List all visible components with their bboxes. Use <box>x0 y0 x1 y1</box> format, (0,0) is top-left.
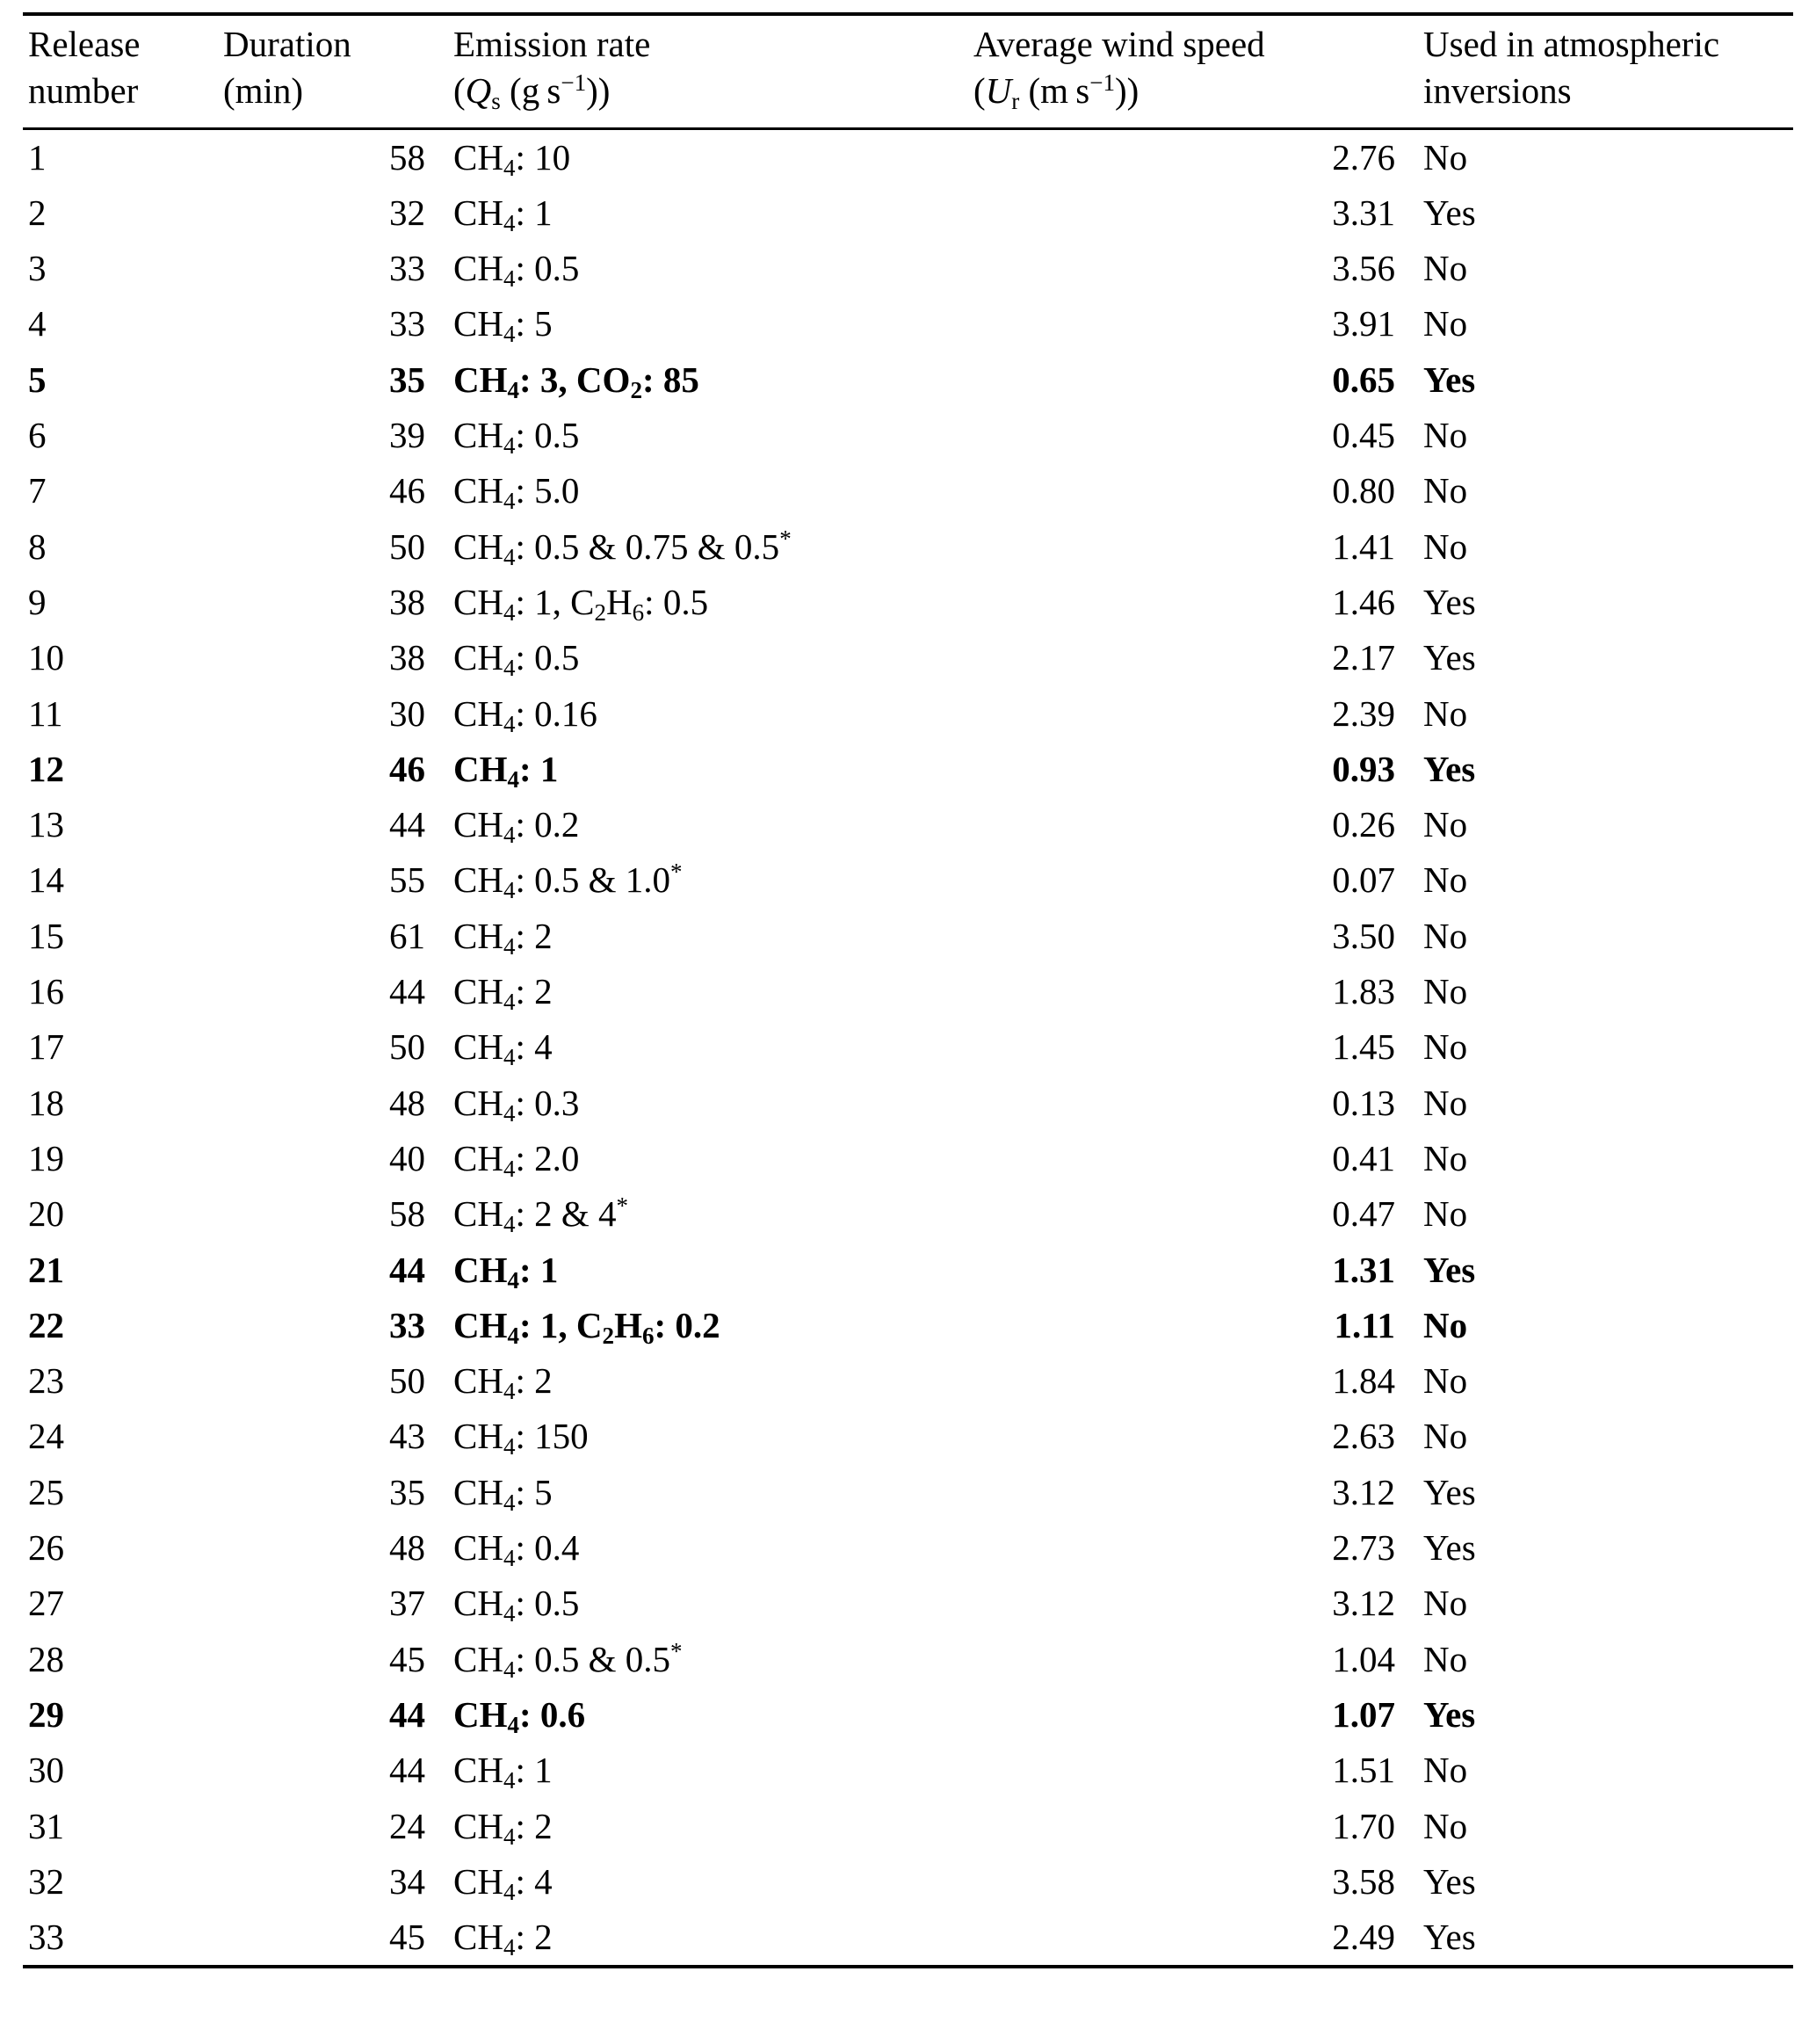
cell-release-number: 4 <box>28 303 47 344</box>
table-row <box>23 1243 1793 1298</box>
cell-release-number: 26 <box>28 1527 64 1569</box>
cell-used-in-inversions: No <box>1423 470 1468 511</box>
column-header-used-line1: Used in atmospheric <box>1423 24 1720 64</box>
cell-emission-rate: $CH_4$: 0.5 & 1.0* <box>453 859 683 904</box>
cell-emission-rate: $CH_4$: 2 <box>453 1805 553 1850</box>
table-row <box>23 1076 1793 1131</box>
cell-emission-rate: $CH_4$: 0.4 <box>453 1527 580 1572</box>
table-row <box>23 1409 1793 1464</box>
column-header-duration-line1: Duration <box>223 24 351 64</box>
cell-release-number: 8 <box>28 525 47 567</box>
cell-average-wind-speed: 1.83 <box>1332 971 1395 1012</box>
cell-used-in-inversions: No <box>1423 136 1468 178</box>
table-row <box>23 964 1793 1019</box>
cell-used-in-inversions: No <box>1423 415 1468 456</box>
table-row <box>23 185 1793 241</box>
cell-used-in-inversions: No <box>1423 1638 1468 1679</box>
column-header-release-line1: Release <box>28 24 141 64</box>
cell-emission-rate: $CH_4$: 0.6 <box>453 1693 586 1738</box>
cell-average-wind-speed: 0.26 <box>1332 804 1395 845</box>
cell-emission-rate: $CH_4$: 4 <box>453 1860 553 1905</box>
cell-release-number: 20 <box>28 1193 64 1235</box>
cell-used-in-inversions: No <box>1423 1137 1468 1178</box>
cell-duration: 50 <box>389 1026 425 1068</box>
cell-average-wind-speed: 1.41 <box>1332 525 1395 567</box>
cell-used-in-inversions: Yes <box>1423 359 1476 400</box>
cell-duration: 30 <box>389 692 425 734</box>
column-header-wind-line1: Average wind speed <box>973 24 1265 64</box>
cell-duration: 35 <box>389 359 425 400</box>
cell-emission-rate: $CH_4$: 5 <box>453 303 553 348</box>
cell-duration: 33 <box>389 248 425 289</box>
cell-release-number: 32 <box>28 1860 64 1902</box>
cell-emission-rate: $CH_4$: 0.5 <box>453 248 580 293</box>
cell-emission-rate: $CH_4$: 3, $CO_2$: 85 <box>453 359 699 403</box>
cell-used-in-inversions: No <box>1423 1193 1468 1235</box>
cell-duration: 45 <box>389 1638 425 1679</box>
cell-average-wind-speed: 3.50 <box>1332 915 1395 956</box>
cell-duration: 40 <box>389 1137 425 1178</box>
cell-emission-rate: $CH_4$: 1 <box>453 1249 559 1294</box>
cell-average-wind-speed: 1.45 <box>1332 1026 1395 1068</box>
cell-used-in-inversions: No <box>1423 525 1468 567</box>
release-summary-table <box>23 12 1793 1968</box>
cell-used-in-inversions: No <box>1423 1583 1468 1624</box>
cell-duration: 38 <box>389 581 425 622</box>
cell-average-wind-speed: 1.70 <box>1332 1805 1395 1846</box>
cell-average-wind-speed: 0.45 <box>1332 415 1395 456</box>
cell-average-wind-speed: 0.07 <box>1332 859 1395 901</box>
table-row <box>23 1632 1793 1687</box>
cell-duration: 33 <box>389 1304 425 1345</box>
table-row <box>23 1131 1793 1186</box>
table-row <box>23 1520 1793 1576</box>
cell-average-wind-speed: 0.80 <box>1332 470 1395 511</box>
cell-duration: 50 <box>389 1360 425 1402</box>
cell-used-in-inversions: Yes <box>1423 192 1476 233</box>
cell-average-wind-speed: 3.91 <box>1332 303 1395 344</box>
cell-used-in-inversions: No <box>1423 859 1468 901</box>
cell-duration: 50 <box>389 525 425 567</box>
cell-release-number: 16 <box>28 971 64 1012</box>
cell-emission-rate: $CH_4$: 5.0 <box>453 470 580 515</box>
cell-average-wind-speed: 2.76 <box>1332 136 1395 178</box>
table-row <box>23 630 1793 685</box>
table-row <box>23 575 1793 630</box>
table-row <box>23 1465 1793 1520</box>
cell-release-number: 22 <box>28 1304 64 1345</box>
cell-release-number: 27 <box>28 1583 64 1624</box>
cell-used-in-inversions: Yes <box>1423 1693 1476 1735</box>
cell-average-wind-speed: 0.41 <box>1332 1137 1395 1178</box>
cell-used-in-inversions: No <box>1423 804 1468 845</box>
cell-emission-rate: $CH_4$: 2 <box>453 1917 553 1961</box>
table-row <box>23 1353 1793 1409</box>
cell-duration: 44 <box>389 804 425 845</box>
cell-used-in-inversions: No <box>1423 1026 1468 1068</box>
cell-emission-rate: $CH_4$: 150 <box>453 1416 589 1461</box>
table-row <box>23 1019 1793 1075</box>
cell-average-wind-speed: 0.13 <box>1332 1082 1395 1123</box>
cell-release-number: 19 <box>28 1137 64 1178</box>
table-row <box>23 1576 1793 1631</box>
cell-release-number: 11 <box>28 692 63 734</box>
cell-release-number: 7 <box>28 470 47 511</box>
cell-duration: 48 <box>389 1082 425 1123</box>
table-row <box>23 463 1793 518</box>
cell-duration: 61 <box>389 915 425 956</box>
table-row <box>23 1687 1793 1743</box>
cell-duration: 55 <box>389 859 425 901</box>
column-header-emission-line1: Emission rate <box>453 24 651 64</box>
cell-used-in-inversions: Yes <box>1423 581 1476 622</box>
cell-emission-rate: $CH_4$: 0.16 <box>453 692 597 737</box>
cell-emission-rate: $CH_4$: 0.5 <box>453 637 580 682</box>
cell-duration: 58 <box>389 1193 425 1235</box>
cell-release-number: 25 <box>28 1471 64 1512</box>
column-header-emission <box>430 14 968 128</box>
cell-average-wind-speed: 3.31 <box>1332 192 1395 233</box>
cell-release-number: 5 <box>28 359 47 400</box>
cell-release-number: 31 <box>28 1805 64 1846</box>
table-row <box>23 352 1793 408</box>
table-row <box>23 686 1793 742</box>
cell-duration: 46 <box>389 470 425 511</box>
cell-used-in-inversions: Yes <box>1423 748 1476 789</box>
table-header <box>23 14 1793 128</box>
cell-duration: 34 <box>389 1860 425 1902</box>
cell-release-number: 1 <box>28 136 47 178</box>
column-header-duration-line2: (min) <box>223 70 304 112</box>
cell-average-wind-speed: 1.31 <box>1332 1249 1395 1290</box>
cell-emission-rate: $CH_4$: 0.2 <box>453 804 580 849</box>
cell-used-in-inversions: No <box>1423 915 1468 956</box>
cell-used-in-inversions: No <box>1423 303 1468 344</box>
column-header-release <box>23 14 218 128</box>
cell-emission-rate: $CH_4$: 0.5 <box>453 415 580 460</box>
cell-duration: 44 <box>389 1750 425 1791</box>
cell-duration: 38 <box>389 637 425 678</box>
cell-duration: 37 <box>389 1583 425 1624</box>
table-row <box>23 852 1793 908</box>
cell-average-wind-speed: 1.07 <box>1332 1693 1395 1735</box>
cell-emission-rate: $CH_4$: 0.5 <box>453 1583 580 1627</box>
table-row <box>23 1799 1793 1854</box>
table-row <box>23 519 1793 575</box>
cell-average-wind-speed: 1.11 <box>1334 1304 1395 1345</box>
cell-duration: 39 <box>389 415 425 456</box>
column-header-release-line2: number <box>28 70 139 112</box>
cell-emission-rate: $CH_4$: 2 & 4* <box>453 1192 629 1238</box>
column-header-emission-line2: ($Q_s$ (g $s^{-1}$)) <box>453 69 611 115</box>
cell-release-number: 29 <box>28 1693 64 1735</box>
cell-average-wind-speed: 2.39 <box>1332 692 1395 734</box>
cell-emission-rate: $CH_4$: 5 <box>453 1471 553 1516</box>
cell-average-wind-speed: 1.84 <box>1332 1360 1395 1402</box>
cell-duration: 35 <box>389 1471 425 1512</box>
cell-used-in-inversions: Yes <box>1423 1471 1476 1512</box>
cell-release-number: 13 <box>28 804 64 845</box>
column-header-wind-speed <box>968 14 1400 128</box>
table-body <box>23 128 1793 1967</box>
cell-used-in-inversions: Yes <box>1423 637 1476 678</box>
cell-used-in-inversions: No <box>1423 1360 1468 1402</box>
cell-release-number: 21 <box>28 1249 64 1290</box>
cell-used-in-inversions: No <box>1423 1082 1468 1123</box>
cell-used-in-inversions: Yes <box>1423 1917 1476 1958</box>
cell-average-wind-speed: 3.58 <box>1332 1860 1395 1902</box>
cell-average-wind-speed: 1.46 <box>1332 581 1395 622</box>
cell-emission-rate: $CH_4$: 1 <box>453 748 559 793</box>
cell-average-wind-speed: 1.51 <box>1332 1750 1395 1791</box>
cell-release-number: 30 <box>28 1750 64 1791</box>
table-row <box>23 1854 1793 1910</box>
cell-average-wind-speed: 2.49 <box>1332 1917 1395 1958</box>
column-header-wind-line2: ($U_r$ (m $s^{-1}$)) <box>973 69 1140 115</box>
cell-release-number: 28 <box>28 1638 64 1679</box>
cell-release-number: 17 <box>28 1026 64 1068</box>
column-header-duration <box>218 14 430 128</box>
table-row <box>23 296 1793 352</box>
cell-used-in-inversions: No <box>1423 1304 1468 1345</box>
table-row <box>23 408 1793 463</box>
cell-average-wind-speed: 2.63 <box>1332 1416 1395 1457</box>
cell-average-wind-speed: 3.12 <box>1332 1583 1395 1624</box>
table-header-row <box>23 14 1793 128</box>
cell-emission-rate: $CH_4$: 2.0 <box>453 1137 580 1182</box>
cell-release-number: 6 <box>28 415 47 456</box>
cell-emission-rate: $CH_4$: 1 <box>453 1750 553 1794</box>
cell-emission-rate: $CH_4$: 1 <box>453 192 553 236</box>
cell-release-number: 18 <box>28 1082 64 1123</box>
cell-release-number: 14 <box>28 859 64 901</box>
cell-average-wind-speed: 0.65 <box>1332 359 1395 400</box>
cell-used-in-inversions: No <box>1423 248 1468 289</box>
cell-average-wind-speed: 3.12 <box>1332 1471 1395 1512</box>
cell-emission-rate: $CH_4$: 2 <box>453 1360 553 1405</box>
cell-emission-rate: $CH_4$: 10 <box>453 136 571 181</box>
cell-duration: 33 <box>389 303 425 344</box>
cell-used-in-inversions: No <box>1423 1750 1468 1791</box>
cell-emission-rate: $CH_4$: 2 <box>453 971 553 1016</box>
cell-duration: 46 <box>389 748 425 789</box>
cell-average-wind-speed: 2.17 <box>1332 637 1395 678</box>
table-row <box>23 241 1793 296</box>
table-row <box>23 742 1793 797</box>
cell-average-wind-speed: 0.93 <box>1332 748 1395 789</box>
table-row <box>23 909 1793 964</box>
cell-duration: 58 <box>389 136 425 178</box>
cell-release-number: 3 <box>28 248 47 289</box>
cell-emission-rate: $CH_4$: 2 <box>453 915 553 960</box>
cell-release-number: 23 <box>28 1360 64 1402</box>
column-header-used-in-inversions <box>1400 14 1793 128</box>
cell-emission-rate: $CH_4$: 0.5 & 0.5* <box>453 1637 683 1683</box>
cell-emission-rate: $CH_4$: 0.5 & 0.75 & 0.5* <box>453 525 792 570</box>
cell-used-in-inversions: No <box>1423 692 1468 734</box>
table-row <box>23 1910 1793 1967</box>
cell-duration: 32 <box>389 192 425 233</box>
cell-emission-rate: $CH_4$: 0.3 <box>453 1082 580 1127</box>
cell-used-in-inversions: Yes <box>1423 1860 1476 1902</box>
cell-duration: 43 <box>389 1416 425 1457</box>
cell-release-number: 9 <box>28 581 47 622</box>
cell-used-in-inversions: No <box>1423 1416 1468 1457</box>
table-row <box>23 797 1793 852</box>
cell-average-wind-speed: 1.04 <box>1332 1638 1395 1679</box>
cell-used-in-inversions: No <box>1423 971 1468 1012</box>
cell-release-number: 24 <box>28 1416 64 1457</box>
cell-emission-rate: $CH_4$: 4 <box>453 1026 553 1071</box>
cell-release-number: 33 <box>28 1917 64 1958</box>
cell-release-number: 2 <box>28 192 47 233</box>
cell-duration: 24 <box>389 1805 425 1846</box>
cell-emission-rate: $CH_4$: 1, $C_2H_6$: 0.2 <box>453 1304 720 1349</box>
cell-average-wind-speed: 3.56 <box>1332 248 1395 289</box>
table-row <box>23 1743 1793 1798</box>
cell-emission-rate: $CH_4$: 1, $C_2H_6$: 0.5 <box>453 581 709 626</box>
cell-duration: 44 <box>389 1693 425 1735</box>
column-header-used-line2: inversions <box>1423 70 1572 112</box>
cell-used-in-inversions: Yes <box>1423 1249 1476 1290</box>
table-row <box>23 1298 1793 1353</box>
cell-duration: 48 <box>389 1527 425 1569</box>
cell-duration: 44 <box>389 971 425 1012</box>
cell-average-wind-speed: 0.47 <box>1332 1193 1395 1235</box>
cell-release-number: 15 <box>28 915 64 956</box>
cell-duration: 45 <box>389 1917 425 1958</box>
cell-used-in-inversions: Yes <box>1423 1527 1476 1569</box>
cell-used-in-inversions: No <box>1423 1805 1468 1846</box>
cell-release-number: 12 <box>28 748 64 789</box>
cell-release-number: 10 <box>28 637 64 678</box>
table-row <box>23 128 1793 185</box>
cell-duration: 44 <box>389 1249 425 1290</box>
table-row <box>23 1186 1793 1242</box>
cell-average-wind-speed: 2.73 <box>1332 1527 1395 1569</box>
